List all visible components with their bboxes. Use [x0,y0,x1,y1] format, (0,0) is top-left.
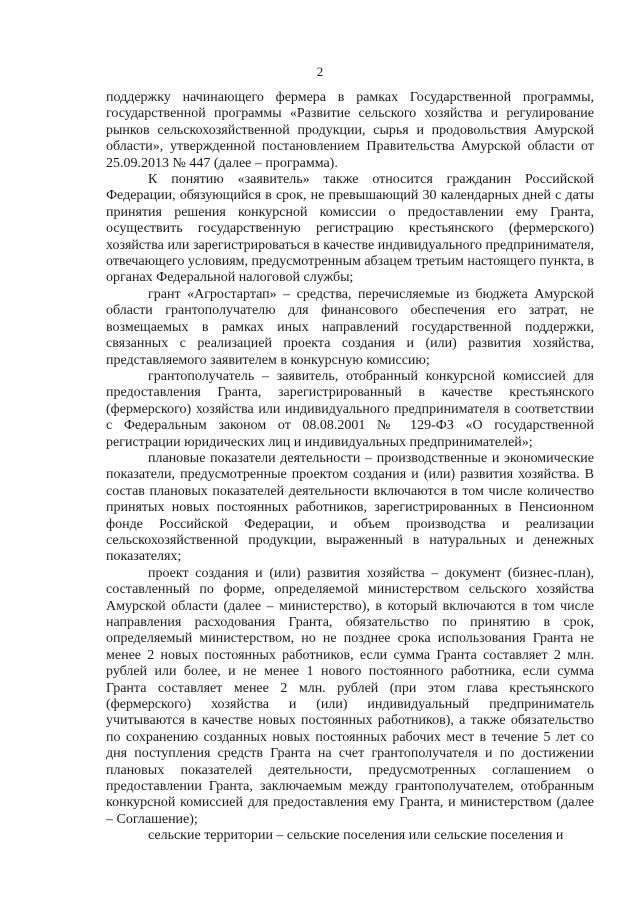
paragraph-rural-territories-definition: сельские территории – сельские поселения или сельские поселения и [148,828,564,844]
document-body [106,90,594,845]
page-number: 2 [316,64,324,79]
paragraph-applicant-definition: К понятию «заявитель» также относится гражданин Российской Федерации, обязующийся в срок, не превышающий 30 календарных дней с даты принятия решения конкурсной комиссии о предоставлении ему Гранта, осуществить государственную регистрацию крестьянского (фермерского) хозяйства или зарегистрироваться в качестве индивидуального предпринимателя, отвечающего условиям, предусмотренным абзацем третьим настоящего пункта, в органах Федеральной налоговой службы; [106,172,594,286]
paragraph-program-continuation: поддержку начинающего фермера в рамках Государственной программы, государственной программы «Развитие сельского хозяйства и регулирование рынков сельскохозяйственной продукции, сырья и продовольствия Амурской области», утвержденной постановлением Правительства Амурской области от 25.09.2013 № 447 (далее – программа). [106,90,594,171]
paragraph-grantee-definition: грантополучатель – заявитель, отобранный конкурсной комиссией для предоставления Гранта, зарегистрированный в качестве крестьянского (фермерского) хозяйства или индивидуального предпринимателя в соответствии с Федеральным законом от 08.08.2001 № 129-ФЗ «О государственной регистрации юридических лиц и индивидуальных предпринимателей»; [106,368,594,450]
paragraph-farm-project-definition: проект создания и (или) развития хозяйства – документ (бизнес-план), составленный по форме, определяемой министерством сельского хозяйства Амурской области (далее – министерство), в который включаются в том числе направления расходования Гранта, обязательство по принятию в срок, определяемый министерством, но не позднее срока использования Гранта не менее 2 новых постоянных работников, если сумма Гранта составляет 2 млн. рублей или более, и не менее 1 нового постоянного работника, если сумма Гранта составляет менее 2 млн. рублей (при этом глава крестьянского (фермерского) хозяйства и (или) индивидуальный предприниматель учитываются в качестве новых постоянных работников), а также обязательство по сохранению созданных новых постоянных рабочих мест в течение 5 лет со дня поступления средств Гранта на счет грантополучателя и по достижении плановых показателей деятельности, предусмотренных соглашением о предоставлении Гранта, заключаемым между грантополучателем, отобранным конкурсной комиссией для предоставления ему Гранта, и министерством (далее – Соглашение); [106,565,594,827]
paragraph-planned-indicators-definition: плановые показатели деятельности – производственные и экономические показатели, предусмотренные проектом создания и (или) развития хозяйства. В состав плановых показателей деятельности включаются в том числе количество принятых новых постоянных работников, зарегистрированных в Пенсионном фонде Российской Федерации, и объем производства и реализации сельскохозяйственной продукции, выраженный в натуральных и денежных показателях; [106,450,594,565]
paragraph-agrostartup-grant-definition: грант «Агростартап» – средства, перечисляемые из бюджета Амурской области грантополучателю для финансового обеспечения его затрат, не возмещаемых в рамках иных направлений государственной поддержки, связанных с реализацией проекта создания и (или) развития хозяйства, представляемого заявителем в конкурсную комиссию; [106,286,594,368]
